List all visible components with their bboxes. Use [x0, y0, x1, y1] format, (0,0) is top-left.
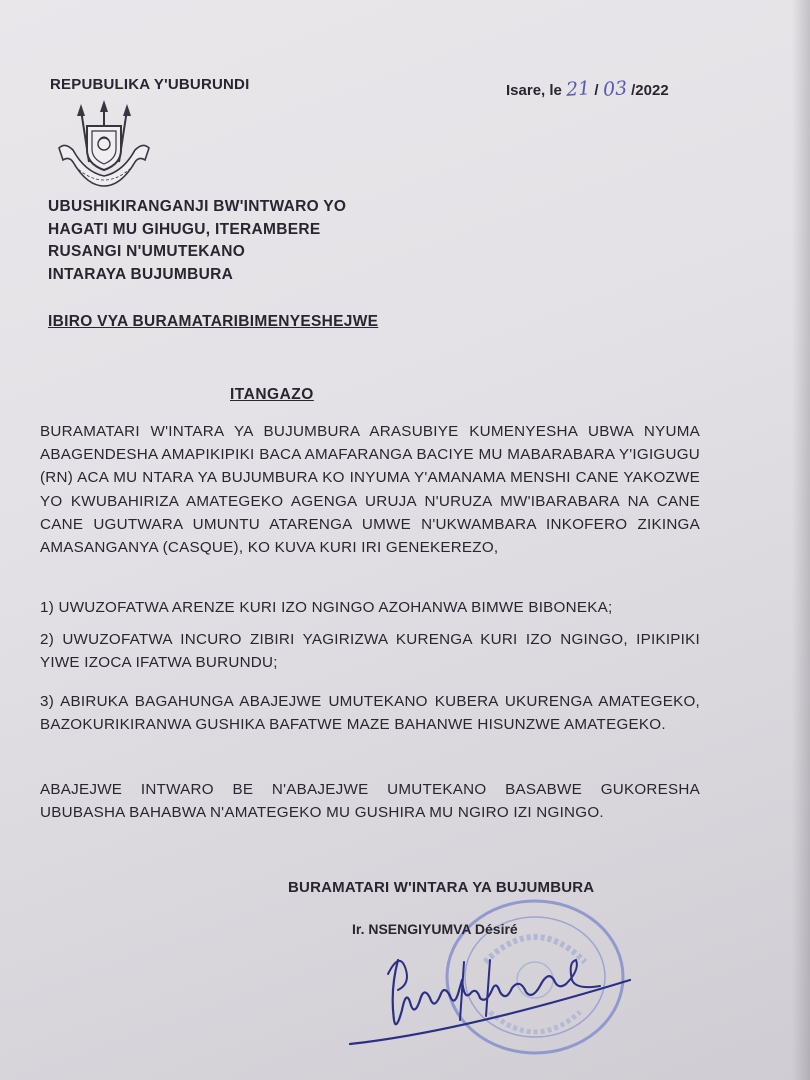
date-day: 21 [565, 77, 591, 101]
paragraph-intro: BURAMATARI W'INTARA YA BUJUMBURA ARASUBIYE KUMENYESHA UBWA NYUMA ABAGENDESHA AMAPIKIPIKI BACA AMAFARANGA BACIYE MU MABARABARA Y'IGIGUGU (RN) ACA MU NTARA YA BUJUMBURA KO INYUMA Y'AMANAMA MENSHI CANE YAKOZWE YO KWUBAHIRIZA AMATEGEKO AGENGA URUJA N'URUZA MW'IBARABARA NA CANE CANE UGUTWARA UMUNTU ATARENGA UMWE N'UKWAMBARA INKOFERO ZIKINGA AMASANGANYA (CASQUE), KO KUVA KURI IRI GENEKEREZO, [40, 423, 700, 557]
notice-title: ITANGAZO [230, 386, 314, 403]
ministry-line-2: HAGATI MU GIHUGU, ITERAMBERE [48, 220, 321, 238]
handwritten-signature [340, 940, 640, 1050]
republic-header: REPUBULIKA Y'UBURUNDI [50, 76, 250, 93]
ministry-line-3: RUSANGI N'UMUTEKANO [48, 243, 246, 260]
paragraph-item-1: 1) UWUZOFATWA ARENZE KURI IZO NGINGO AZOHANWA BIMWE BIBONEKA; [40, 599, 613, 616]
signer-title: BURAMATARI W'INTARA YA BUJUMBURA [288, 879, 595, 896]
office-heading: IBIRO VYA BURAMATARIBIMENYESHEJWE [48, 313, 379, 330]
date-line [506, 78, 669, 100]
date-year: /2022 [631, 82, 669, 99]
ministry-block [48, 196, 346, 286]
paragraph-item-2: 2) UWUZOFATWA INCURO ZIBIRI YAGIRIZWA KURENGA KURI IZO NGINGO, IPIKIPIKI YIWE IZOCA IFATWA BURUNDU; [40, 631, 700, 672]
date-separator: / [594, 82, 599, 99]
date-prefix: Isare, le [506, 82, 562, 99]
page-edge-shadow [792, 0, 810, 1080]
ministry-line-1: UBUSHIKIRANGANJI BW'INTWARO YO [48, 198, 347, 215]
ministry-line-4: INTARAYA BUJUMBURA [48, 265, 234, 283]
date-month: 03 [602, 77, 628, 101]
coat-of-arms-emblem [55, 100, 153, 188]
paragraph-item-3: 3) ABIRUKA BAGAHUNGA ABAJEJWE UMUTEKANO KUBERA UKURENGA AMATEGEKO, BAZOKURIKIRANWA GUSHIKA BAFATWE MAZE BAHANWE HISUNZWE AMATEGEKO. [40, 693, 700, 734]
paragraph-closing: ABAJEJWE INTWARO BE N'ABAJEJWE UMUTEKANO BASABWE GUKORESHA UBUBASHA BAHABWA N'AMATEGEKO MU GUSHIRA MU NGIRO IZI NGINGO. [40, 781, 700, 822]
signer-name: Ir. NSENGIYUMVA Désiré [352, 921, 518, 937]
